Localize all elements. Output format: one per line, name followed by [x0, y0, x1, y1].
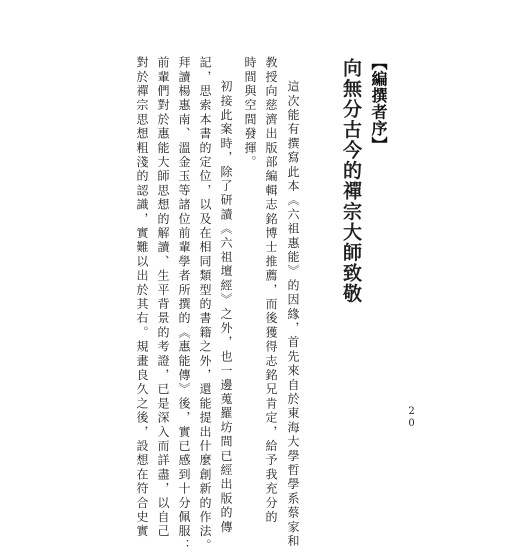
section-tag: 【編撰者序】 [369, 54, 388, 153]
paragraph-line: 初接此案時，除了研讀《六祖壇經》之外，也一邊蒐羅坊間已經出版的傳 [219, 80, 233, 535]
paragraph-line: 時間與空間發揮。 [243, 56, 257, 170]
paragraph-line: 教授向慈濟出版部編輯志銘博士推薦，而後獲得志銘兄肯定，給予我充分的 [264, 56, 278, 525]
paragraph-line: 前輩們對於惠能大師思想的解讀、生平背景的考證，已是深入而詳盡，以自己 [156, 56, 170, 539]
paragraph-line: 這次能有撰寫此本《六祖惠能》的因緣，首先來自於東海大學哲學系蔡家和 [286, 80, 300, 549]
paragraph-line: 拜讀楊惠南、溫金玉等諸位前輩學者所撰的《惠能傳》後，實已感到十分佩服： [177, 56, 191, 553]
paragraph-line: 對於禪宗思想粗淺的認識，實難以出於其右。規畫良久之後，設想在符合史實 [135, 56, 149, 539]
paragraph-line: 記，思索本書的定位，以及在相同類型的書籍之外，還能提出什麼創新的作法。 [198, 56, 212, 553]
chapter-title: 向無分古今的禪宗大師致敬 [340, 58, 362, 304]
page-number: 20 [406, 406, 417, 430]
